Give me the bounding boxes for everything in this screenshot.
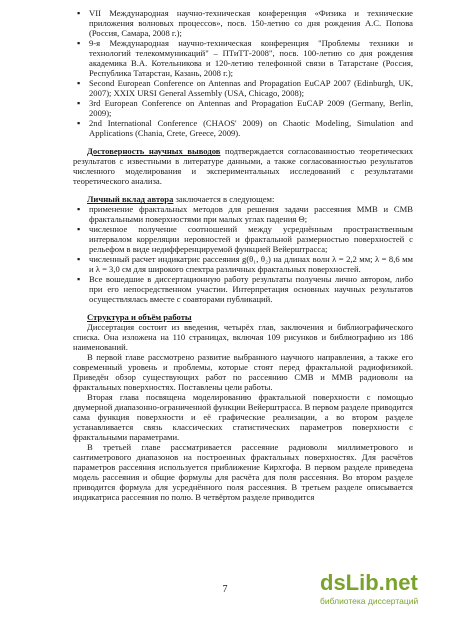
structure-paragraph bbox=[73, 312, 413, 322]
page-number: 7 bbox=[222, 584, 228, 595]
contribution-intro: заключается в следующем: bbox=[173, 194, 275, 204]
list-item: ▪ VII Международная научно-техническая конференция «Физика и технические приложения волновых процессов», посв. 150-летию со дня рождения А.С. Попова (Россия, Самара, 2008 г.); bbox=[73, 8, 413, 38]
list-item: ▪ численное получение соотношений между усреднённым пространственным интервалом корреляции неровностей и фрактальной размерностью поверхностей с рельефом в виде недифференцируемой функцией Вейерштрасса; bbox=[73, 224, 413, 254]
list-item: ▪ Second European Conference on Antennas and Propagation EuCAP 2007 (Edinburgh, UK, 2007); XXIX URSI General Assembly (USA, Chicago, 2008); bbox=[73, 78, 413, 98]
list-item: ▪ применение фрактальных методов для решения задачи рассеяния ММВ и СМВ фрактальными поверхностями при малых углах падения Θ; bbox=[73, 204, 413, 224]
watermark-logo bbox=[320, 572, 445, 612]
reliability-heading: Достоверность научных выводов bbox=[87, 146, 221, 156]
list-item: ▪ численный расчет индикатрис рассеяния g(θ₁, θ₂) на длинах волн λ = 2,2 мм; λ = 8,6 мм и λ = 3,0 см для широкого спектра различных фрактальных поверхностей. bbox=[73, 254, 413, 274]
list-item: ▪ 2nd International Conference (CHAOS' 2009) on Chaotic Modeling, Simulation and Applications (Chania, Crete, Greece, 2009). bbox=[73, 118, 413, 138]
structure-paragraph: В первой главе рассмотрено развитие выбранного научного направления, а также его современный уровень и проблемы, которые стоят перед фрактальной радиофизикой. Приведён обзор существующих работ по рассеянию СМВ и ММВ радиоволн на фрактальных поверхностях. Поставлены цели работы. bbox=[73, 352, 413, 392]
contribution-paragraph bbox=[73, 194, 413, 204]
list-item: ▪ 9-я Международная научно-техническая конференция "Проблемы техники и технологий телекоммуникаций" – ПТиТТ-2008", посв. 100-летию со дня рождения академика В.А. Котельникова и 120-летию телефонной связи в Татарстане (Россия, Республика Татарстан, Казань, 2008 г.); bbox=[73, 38, 413, 78]
structure-paragraph: Диссертация состоит из введения, четырёх глав, заключения и библиографического списка. Она изложена на 110 страницах, включая 109 рисунков и библиографию из 186 наименований. bbox=[73, 322, 413, 352]
structure-paragraph: Вторая глава посвящена моделированию фрактальной поверхности с помощью двумерной диапазонно-ограниченной функции Вейерштрасса. В первом разделе приводится сама функция поверхности и её графические реализации, а во втором разделе устанавливается связь классических статистических параметров поверхности с фрактальными параметрами. bbox=[73, 392, 413, 442]
body-text bbox=[73, 8, 413, 502]
structure-heading: Структура и объём работы bbox=[87, 312, 192, 322]
reliability-paragraph bbox=[73, 146, 413, 186]
reliability-text: подтверждается согласованностью теоретических результатов с известными в литературе данными, а также согласованностью результатов численного моделирования и экспериментальных исследований с результатами теоретического анализа. bbox=[73, 146, 413, 186]
contribution-heading: Личный вклад автора bbox=[87, 194, 174, 204]
list-item: ▪ 3rd European Conference on Antennas and Propagation EuCAP 2009 (Germany, Berlin, 2009); bbox=[73, 98, 413, 118]
watermark-sub: библиотека диссертаций bbox=[320, 596, 419, 606]
structure-paragraph: В третьей главе рассматривается рассеяние радиоволн миллиметрового и сантиметрового диапазонов на построенных фрактальных поверхностях. Для расчётов параметров рассеяния используется приближение Кирхгофа. В первом разделе приведена модель рассеяния и общие формулы для расчёта для поля рассеяния. Во втором разделе приводится формула для усреднённого поля рассеяния. В третьем разделе описывается индикатриса рассеяния по полю. В четвёртом разделе приводится bbox=[73, 442, 413, 502]
list-item: ▪ Все вошедшие в диссертационную работу результаты получены лично автором, либо при его непосредственном участии. Интерпретация основных научных результатов осуществлялась вместе с соавторами публикаций. bbox=[73, 274, 413, 304]
watermark-main: dsLib.net bbox=[320, 570, 418, 595]
